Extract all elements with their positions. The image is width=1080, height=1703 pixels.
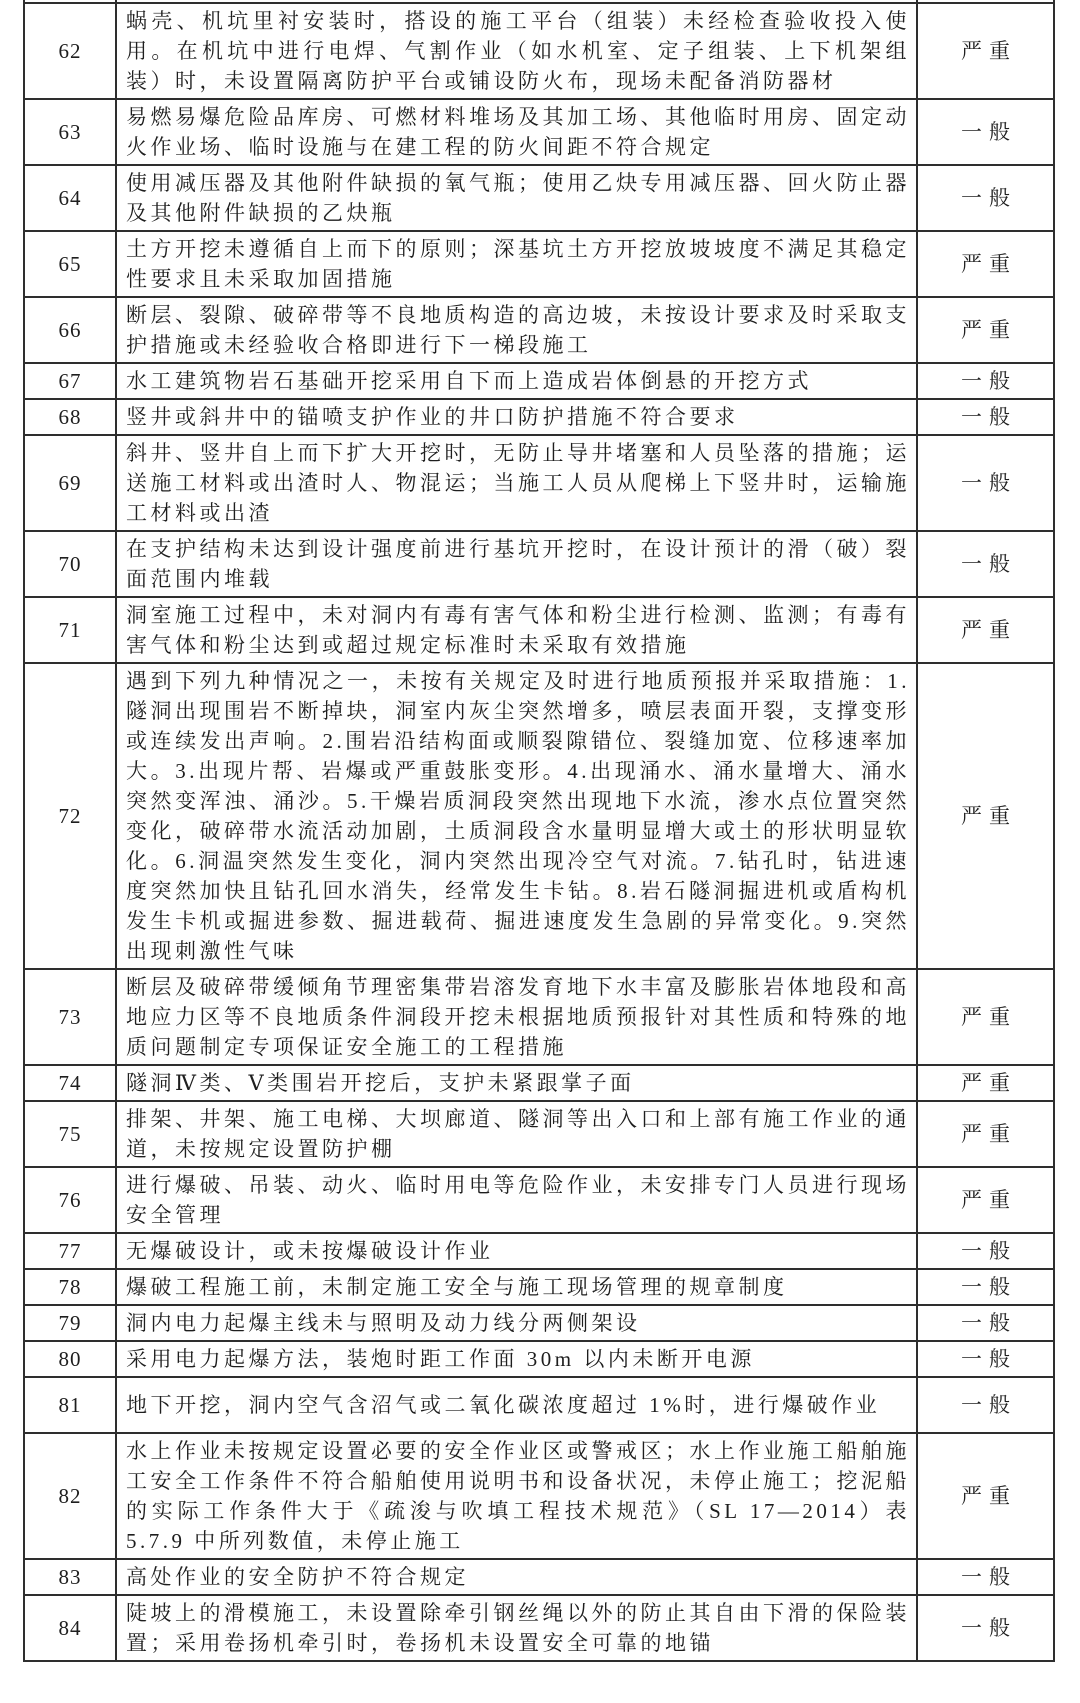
table-row [24, 1595, 1054, 1661]
table-row [24, 531, 1054, 597]
severity-level: 一般 [917, 363, 1054, 399]
table-row [24, 1341, 1054, 1377]
table-row [24, 1233, 1054, 1269]
row-number: 75 [24, 1101, 116, 1167]
row-number: 80 [24, 1341, 116, 1377]
severity-level: 一般 [917, 1341, 1054, 1377]
violation-description: 断层及破碎带缓倾角节理密集带岩溶发育地下水丰富及膨胀岩体地段和高地应力区等不良地质条件洞段开挖未根据地质预报针对其性质和特殊的地质问题制定专项保证安全施工的工程措施 [116, 969, 917, 1065]
violation-description: 斜井、竖井自上而下扩大开挖时，无防止导井堵塞和人员坠落的措施；运送施工材料或出渣时人、物混运；当施工人员从爬梯上下竖井时，运输施工材料或出渣 [116, 435, 917, 531]
violation-description: 无爆破设计，或未按爆破设计作业 [116, 1233, 917, 1269]
violation-description: 蜗壳、机坑里衬安装时，搭设的施工平台（组装）未经检查验收投入使用。在机坑中进行电焊、气割作业（如水机室、定子组装、上下机架组装）时，未设置隔离防护平台或铺设防火布，现场未配备消防器材 [116, 3, 917, 99]
row-number: 78 [24, 1269, 116, 1305]
row-number: 77 [24, 1233, 116, 1269]
row-number: 62 [24, 3, 116, 99]
severity-level: 严重 [917, 1167, 1054, 1233]
severity-level: 一般 [917, 531, 1054, 597]
row-number: 72 [24, 663, 116, 969]
violation-description: 土方开挖未遵循自上而下的原则；深基坑土方开挖放坡坡度不满足其稳定性要求且未采取加固措施 [116, 231, 917, 297]
severity-level: 一般 [917, 165, 1054, 231]
violation-description: 洞内电力起爆主线未与照明及动力线分两侧架设 [116, 1305, 917, 1341]
table-row [24, 297, 1054, 363]
severity-level: 一般 [917, 399, 1054, 435]
row-number: 66 [24, 297, 116, 363]
violation-description: 水上作业未按规定设置必要的安全作业区或警戒区；水上作业施工船舶施工安全工作条件不符合船舶使用说明书和设备状况，未停止施工；挖泥船的实际工作条件大于《疏浚与吹填工程技术规范》（SL 17—2014）表 5.7.9 中所列数值，未停止施工 [116, 1433, 917, 1559]
table-row [24, 1065, 1054, 1101]
table-row [24, 231, 1054, 297]
row-number: 64 [24, 165, 116, 231]
table-row [24, 969, 1054, 1065]
row-number: 70 [24, 531, 116, 597]
row-number: 83 [24, 1559, 116, 1595]
severity-level: 严重 [917, 969, 1054, 1065]
violation-description: 易燃易爆危险品库房、可燃材料堆场及其加工场、其他临时用房、固定动火作业场、临时设施与在建工程的防火间距不符合规定 [116, 99, 917, 165]
severity-level: 一般 [917, 1305, 1054, 1341]
row-number: 65 [24, 231, 116, 297]
severity-level: 一般 [917, 435, 1054, 531]
row-number: 82 [24, 1433, 116, 1559]
severity-level: 一般 [917, 1269, 1054, 1305]
severity-level: 严重 [917, 1101, 1054, 1167]
severity-level: 严重 [917, 1065, 1054, 1101]
violation-description: 在支护结构未达到设计强度前进行基坑开挖时，在设计预计的滑（破）裂面范围内堆载 [116, 531, 917, 597]
table-row [24, 399, 1054, 435]
row-number: 67 [24, 363, 116, 399]
severity-level: 严重 [917, 597, 1054, 663]
table-row [24, 1167, 1054, 1233]
table-row [24, 1269, 1054, 1305]
table-row [24, 1377, 1054, 1433]
row-number: 69 [24, 435, 116, 531]
row-number: 76 [24, 1167, 116, 1233]
violation-description: 进行爆破、吊装、动火、临时用电等危险作业，未安排专门人员进行现场安全管理 [116, 1167, 917, 1233]
severity-level: 一般 [917, 99, 1054, 165]
severity-level: 严重 [917, 663, 1054, 969]
severity-level: 严重 [917, 3, 1054, 99]
violation-description: 地下开挖，洞内空气含沼气或二氧化碳浓度超过 1%时，进行爆破作业 [116, 1377, 917, 1433]
table-row [24, 1305, 1054, 1341]
row-number: 68 [24, 399, 116, 435]
table-row [24, 597, 1054, 663]
violation-description: 陡坡上的滑模施工，未设置除牵引钢丝绳以外的防止其自由下滑的保险装置；采用卷扬机牵引时，卷扬机未设置安全可靠的地锚 [116, 1595, 917, 1661]
table-row [24, 1101, 1054, 1167]
row-number: 79 [24, 1305, 116, 1341]
table-row [24, 1433, 1054, 1559]
violation-description: 水工建筑物岩石基础开挖采用自下而上造成岩体倒悬的开挖方式 [116, 363, 917, 399]
row-number: 73 [24, 969, 116, 1065]
violation-description: 采用电力起爆方法，装炮时距工作面 30m 以内未断开电源 [116, 1341, 917, 1377]
violation-description: 排架、井架、施工电梯、大坝廊道、隧洞等出入口和上部有施工作业的通道，未按规定设置防护棚 [116, 1101, 917, 1167]
table-row [24, 363, 1054, 399]
table-row [24, 99, 1054, 165]
row-number: 63 [24, 99, 116, 165]
table-row [24, 3, 1054, 99]
table-row [24, 165, 1054, 231]
severity-level: 一般 [917, 1595, 1054, 1661]
severity-level: 一般 [917, 1559, 1054, 1595]
violation-description: 高处作业的安全防护不符合规定 [116, 1559, 917, 1595]
severity-level: 一般 [917, 1377, 1054, 1433]
violation-description: 洞室施工过程中，未对洞内有毒有害气体和粉尘进行检测、监测；有毒有害气体和粉尘达到或超过规定标准时未采取有效措施 [116, 597, 917, 663]
row-number: 84 [24, 1595, 116, 1661]
table-row [24, 663, 1054, 969]
safety-violation-table [23, 0, 1055, 1662]
table-row [24, 435, 1054, 531]
severity-level: 严重 [917, 1433, 1054, 1559]
row-number: 71 [24, 597, 116, 663]
violation-description: 隧洞Ⅳ类、Ⅴ类围岩开挖后，支护未紧跟掌子面 [116, 1065, 917, 1101]
violation-description: 竖井或斜井中的锚喷支护作业的井口防护措施不符合要求 [116, 399, 917, 435]
row-number: 81 [24, 1377, 116, 1433]
violation-description: 爆破工程施工前，未制定施工安全与施工现场管理的规章制度 [116, 1269, 917, 1305]
violation-description: 遇到下列九种情况之一，未按有关规定及时进行地质预报并采取措施：1.隧洞出现围岩不断掉块，洞室内灰尘突然增多，喷层表面开裂，支撑变形或连续发出声响。2.围岩沿结构面或顺裂隙错位、裂缝加宽、位移速率加大。3.出现片帮、岩爆或严重鼓胀变形。4.出现涌水、涌水量增大、涌水突然变浑浊、涌沙。5.干燥岩质洞段突然出现地下水流，渗水点位置突然变化，破碎带水流活动加剧，土质洞段含水量明显增大或土的形状明显软化。6.洞温突然发生变化，洞内突然出现冷空气对流。7.钻孔时，钻进速度突然加快且钻孔回水消失，经常发生卡钻。8.岩石隧洞掘进机或盾构机发生卡机或掘进参数、掘进载荷、掘进速度发生急剧的异常变化。9.突然出现刺激性气味 [116, 663, 917, 969]
violation-description: 断层、裂隙、破碎带等不良地质构造的高边坡，未按设计要求及时采取支护措施或未经验收合格即进行下一梯段施工 [116, 297, 917, 363]
table-row [24, 1559, 1054, 1595]
severity-level: 严重 [917, 231, 1054, 297]
severity-level: 一般 [917, 1233, 1054, 1269]
violation-description: 使用减压器及其他附件缺损的氧气瓶；使用乙炔专用减压器、回火防止器及其他附件缺损的乙炔瓶 [116, 165, 917, 231]
row-number: 74 [24, 1065, 116, 1101]
severity-level: 严重 [917, 297, 1054, 363]
